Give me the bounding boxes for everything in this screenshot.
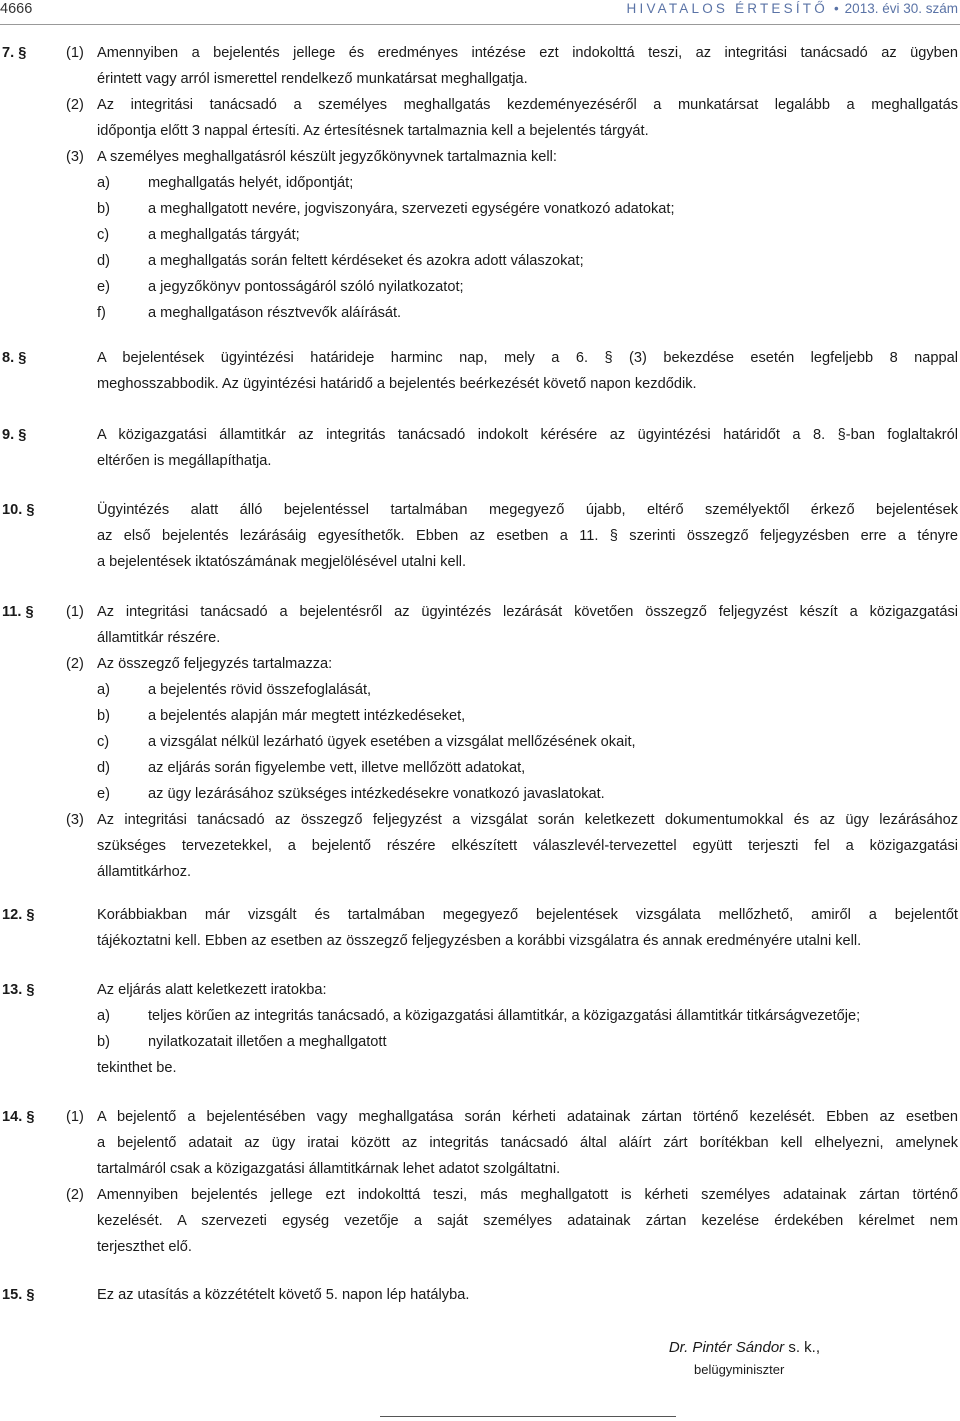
- paragraph-text: Az eljárás alatt keletkezett iratokba:: [97, 982, 327, 998]
- section-number: 8. §: [2, 350, 27, 366]
- paragraph-text: eltérően is megállapíthatja.: [97, 453, 272, 469]
- section-number: 9. §: [2, 427, 27, 443]
- paragraph-text: A bejelentő a bejelentésében vagy meghallgatása során kérheti adatainak zártan történő kezelését. Ebben az esetben: [97, 1109, 958, 1125]
- paragraph-text: A bejelentések ügyintézési határideje harminc nap, mely a 6. § (3) bekezdése esetén legfeljebb 8 nappal: [97, 350, 958, 366]
- paragraph-text: A közigazgatási államtitkár az integritás tanácsadó indokolt kérésére az ügyintézési határidőt a 8. §-ban foglaltakról: [97, 427, 958, 443]
- section-number: 15. §: [2, 1287, 35, 1303]
- paragraph-text: kezelését. A szervezeti egység vezetője a saját személyes adatainak zártan kezelése érdekében kérelmet nem: [97, 1213, 958, 1229]
- paragraph-text: tartalmáról csak a közigazgatási államtitkárnak lehet adatot szolgáltatni.: [97, 1161, 561, 1177]
- page-number: 4666: [0, 1, 33, 17]
- paragraph-text: Ügyintézés alatt álló bejelentéssel tartalmában megegyező újabb, eltérő személyektől érkező bejelentések: [97, 502, 958, 518]
- section-number: 7. §: [2, 45, 27, 61]
- paragraph-text: terjeszthet elő.: [97, 1239, 192, 1255]
- signatory-name: Dr. Pintér Sándor s. k.,: [668, 1339, 820, 1356]
- bullet-separator: •: [833, 1, 839, 16]
- publication-info: [627, 0, 958, 18]
- paragraph-text: tájékoztatni kell. Ebben az esetben az összegző feljegyzésben a korábbi vizsgálatra és annak eredményére utalni kell.: [97, 933, 862, 949]
- paragraph-text: Az integritási tanácsadó a személyes meghallgatás kezdeményezéséről a munkatársat legalább a meghallgatás: [97, 97, 958, 113]
- section-number: 13. §: [2, 982, 35, 998]
- paragraph-label: (2): [66, 1187, 84, 1203]
- paragraph-label: (2): [66, 656, 84, 672]
- section-number: 12. §: [2, 907, 35, 923]
- paragraph-text: tekinthet be.: [97, 1060, 177, 1076]
- paragraph-text: szükséges tervezetekkel, a bejelentő részére elkészített válaszlevél-tervezettel együtt terjeszti fel a közigazgatási: [97, 838, 958, 854]
- paragraph-text: Amennyiben a bejelentés jellege és eredményes intézése ezt indokolttá teszi, az integritási tanácsadó az ügyben: [97, 45, 958, 61]
- section-number: 14. §: [2, 1109, 35, 1125]
- paragraph-text: az első bejelentés lezárásáig egyesíthetők. Ebben az esetben a 11. § szerinti összegző feljegyzésben erre a tényre: [97, 528, 958, 544]
- header-divider: [0, 24, 960, 25]
- paragraph-text: a bejelentések iktatószámának megjelölésével utalni kell.: [97, 554, 467, 570]
- paragraph-label: (1): [66, 604, 84, 620]
- paragraph-text: időpontja előtt 3 nappal értesíti. Az értesítésnek tartalmaznia kell a bejelentés tárgyát.: [97, 123, 649, 139]
- issue-date: 2013. évi 30. szám: [844, 1, 958, 16]
- paragraph-text: a bejelentő adatait az ügy iratai között az integritás tanácsadó által aláírt zárt borítékban kell elhelyezni, amelynek: [97, 1135, 958, 1151]
- paragraph-text: érintett vagy arról ismerettel rendelkező munkatársat meghallgatja.: [97, 71, 528, 87]
- paragraph-text: meghosszabbodik. Az ügyintézési határidő a bejelentés beérkezését követő napon kezdődik.: [97, 376, 697, 392]
- publication-title: HIVATALOS ÉRTESÍTŐ: [626, 1, 828, 16]
- paragraph-text: A személyes meghallgatásról készült jegyzőkönyvnek tartalmaznia kell:: [97, 149, 557, 165]
- footer-divider: [380, 1416, 676, 1417]
- document-page: 4666 HIVATALOS ÉRTESÍTŐ • 2013. évi 30. szám 7. § (1) Amennyiben a bejelentés jellege és eredményes intézése ezt indokolttá teszi, az integritási tanácsadó az ügyben érintett vagy arról ismerettel rendelkező munkatársat meghallgatja. (2) Az integritási tanácsadó a személyes meghallgatás kezdeményezéséről a munkatársat legalább a meghallgatás időpontja előtt 3 nappal értesíti. Az értesítésnek tartalmaznia kell a bejelentés tárgyát. (3) A személyes meghallgatásról készült jegyzőkönyvnek tartalmaznia kell: a) meghallgatás helyét, időpontját; b) a meghallgatott nevére, jogviszonyára, szervezeti egységére vonatkozó adatokat; c) a meghallgatás tárgyát; d) a meghallgatás során feltett kérdéseket és azokra adott válaszokat; e) a jegyzőkönyv pontosságáról szóló nyilatkozatot; f) a meghallgatáson résztvevők aláírását. 8. § A bejelentések ügyintézési határideje harminc nap, mely a 6. § (3) bekezdése esetén legfeljebb 8 nappal meghosszabbodik. Az ügyintézési határidő a bejelentés beérkezését követő napon kezdődik. 9. § A közigazgatási államtitkár az integritás tanácsadó indokolt kérésére az ügyintézési határidőt a 8. §-ban foglaltakról eltérően is megállapíthatja. 10. § Ügyintézés alatt álló bejelentéssel tartalmában megegyező újabb, eltérő személyektől érkező bejelentések az első bejelentés lezárásáig egyesíthetők. Ebben az esetben a 11. § szerinti összegző feljegyzésben erre a tényre a bejelentések iktatószámának megjelölésével utalni kell. 11. § (1) Az integritási tanácsadó a bejelentésről az ügyintézés lezárását követően összegző feljegyzést készít a közigazgatási államtitkár részére. (2) Az összegző feljegyzés tartalmazza: a) a bejelentés rövid összefoglalását, b) a bejelentés alapján már megtett intézkedéseket, c) a vizsgálat nélkül lezárható ügyek esetében a vizsgálat mellőzésének okait, d) az eljárás során figyelembe vett, illetve mellőzött adatokat, e) az ügy lezárásához szükséges intézkedésekre vonatkozó javaslatokat. (3) Az integritási tanácsadó az összegző feljegyzést a vizsgálat során keletkezett dokumentumokkal és az ügy lezárásához szükséges tervezetekkel, a bejelentő részére elkészített válaszlevél-tervezettel együtt terjeszti fel a közigazgatási államtitkárhoz. 12. § Korábbiakban már vizsgált és tartalmában megegyező bejelentések vizsgálata mellőzhető, amiről a bejelentőt tájékoztatni kell. Ebben az esetben az összegző feljegyzésben a korábbi vizsgálatra és annak eredményére utalni kell. 13. § Az eljárás alatt keletkezett iratokba: a) teljes körűen az integritás tanácsadó, a közigazgatási államtitkár, a közigazgatási államtitkár titkárságvezetője; b) nyilatkozatait illetően a meghallgatott tekinthet be. 14. § (1) A bejelentő a bejelentésében vagy meghallgatása során kérheti adatainak zártan történő kezelését. Ebben az esetben a bejelentő adatait az ügy iratai között az integritás tanácsadó által aláírt zárt borítékban kell elhelyezni, amelynek tartalmáról csak a közigazgatási államtitkárnak lehet adatot szolgáltatni. (2) Amennyiben bejelentés jellege ezt indokolttá teszi, más meghallgatott is kérheti személyes adatainak zártan történő kezelését. A szervezeti egység vezetője a saját személyes adatainak zártan kezelése érdekében kérelmet nem terjeszthet elő. 15. § Ez az utasítás a közzétételt követő 5. napon lép hatályba. Dr. Pintér Sándor s. k., belügyminiszter: [0, 0, 960, 1421]
- paragraph-text: Amennyiben bejelentés jellege ezt indokolttá teszi, más meghallgatott is kérheti személyes adatainak zártan történő: [97, 1187, 958, 1203]
- paragraph-label: (3): [66, 149, 84, 165]
- paragraph-text: államtitkárhoz.: [97, 864, 192, 880]
- paragraph-text: Ez az utasítás a közzétételt követő 5. napon lép hatályba.: [97, 1287, 470, 1303]
- paragraph-text: Az integritási tanácsadó az összegző feljegyzést a vizsgálat során keletkezett dokumentumokkal és az ügy lezárásához: [97, 812, 958, 828]
- section-number: 10. §: [2, 502, 35, 518]
- paragraph-label: (2): [66, 97, 84, 113]
- paragraph-text: államtitkár részére.: [97, 630, 221, 646]
- paragraph-text: Az integritási tanácsadó a bejelentésről az ügyintézés lezárását követően összegző feljegyzést készít a közigazgatási: [97, 604, 958, 620]
- page-header: [0, 0, 960, 26]
- paragraph-label: (1): [66, 45, 84, 61]
- paragraph-text: Korábbiakban már vizsgált és tartalmában megegyező bejelentések vizsgálata mellőzhető, amiről a bejelentőt: [97, 907, 958, 923]
- section-number: 11. §: [2, 604, 34, 620]
- paragraph-label: (3): [66, 812, 84, 828]
- paragraph-label: (1): [66, 1109, 84, 1125]
- signatory-title: belügyminiszter: [694, 1362, 785, 1377]
- paragraph-text: Az összegző feljegyzés tartalmazza:: [97, 656, 333, 672]
